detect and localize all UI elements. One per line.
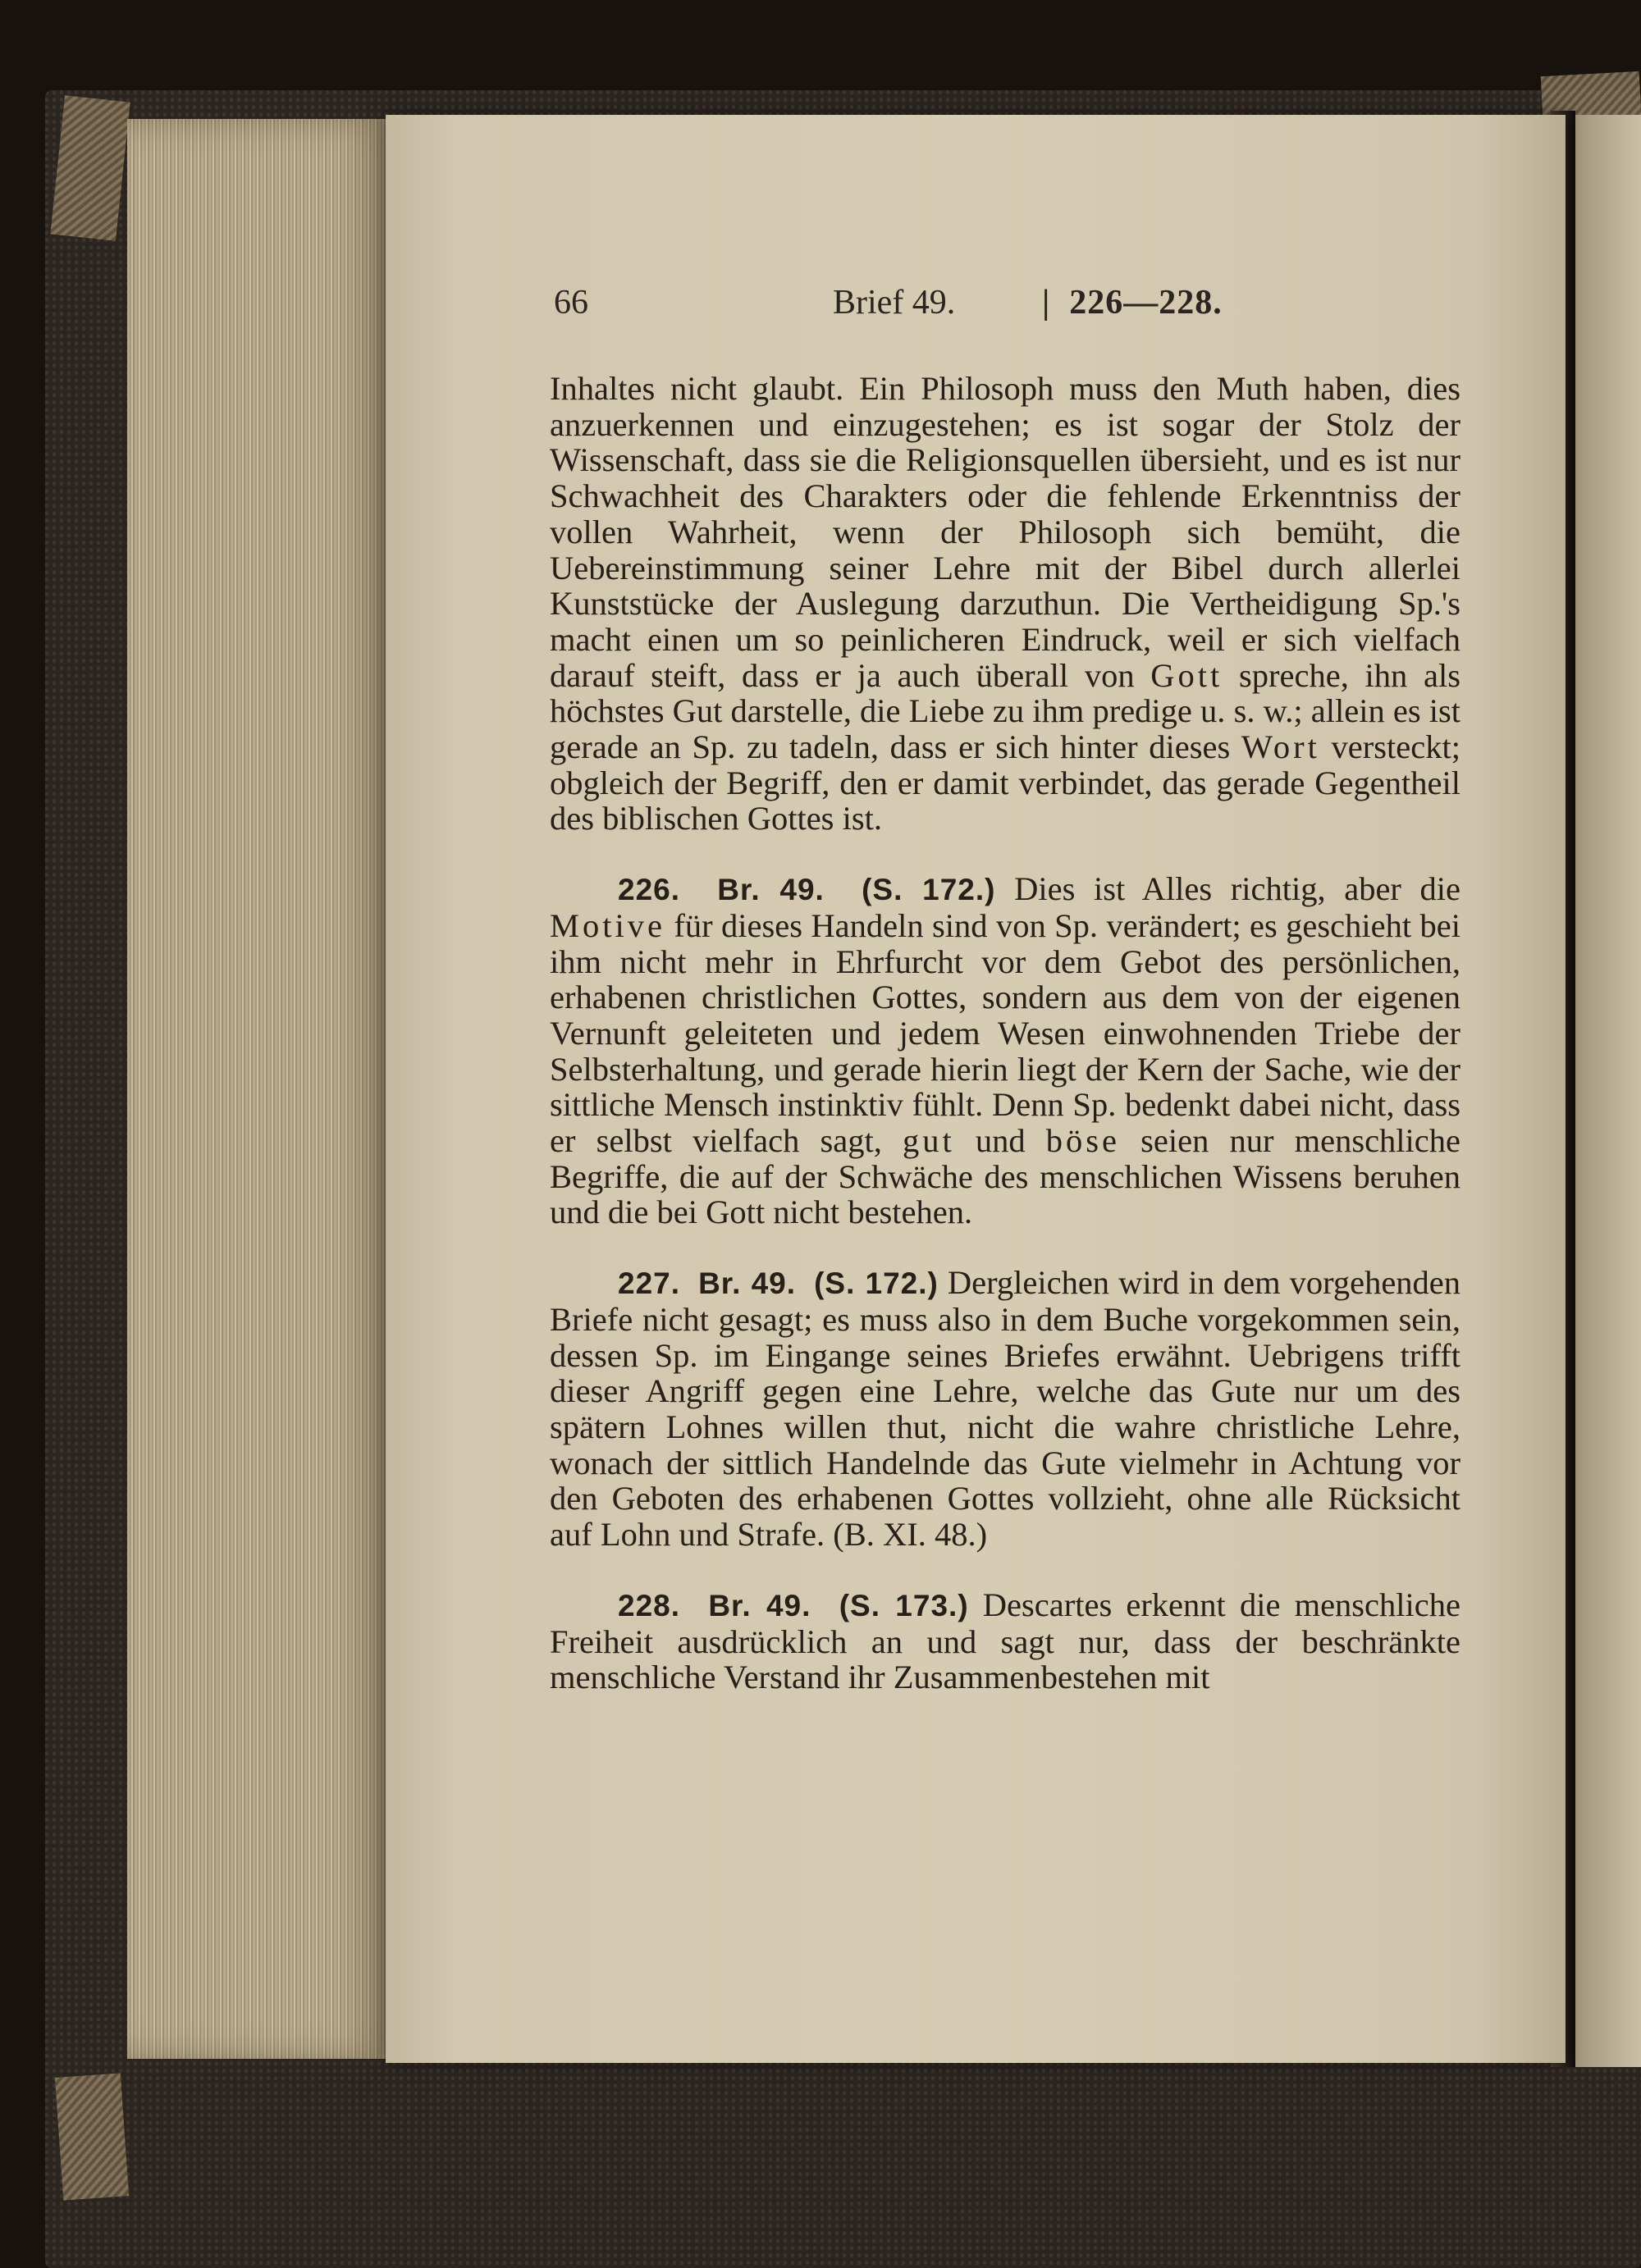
note-page-ref: (S. 172.) (814, 1266, 939, 1301)
note-letter-ref: Br. 49. (717, 873, 825, 907)
note-228 (550, 1587, 1460, 1695)
header-range-value: 226—228. (1069, 284, 1223, 322)
text-run: Dies ist Alles richtig, aber die (995, 870, 1461, 908)
spaced-emphasis: böse (1045, 1122, 1121, 1160)
note-number: 228. (618, 1588, 681, 1622)
text-run: Dergleichen wird in dem vorgehenden Briefe nicht gesagt; es muss also in dem Buche vorgekommen sein, dessen Sp. im Eingange seines Briefes erwähnt. Uebrigens trifft dieser Angriff gegen eine Lehre, welche das Gute nur um des spätern Lohnes willen thut, nicht die wahre christliche Lehre, wonach der sittlich Handelnde das Gute vielmehr in Achtung vor den Geboten des erhabenen Gottes vollzieht, ohne alle Rücksicht auf Lohn und Strafe. (B. XI. 48.) (550, 1264, 1461, 1554)
note-page-ref: (S. 172.) (862, 873, 996, 907)
text-run: Descartes erkennt die menschliche Freiheit ausdrücklich an und sagt nur, dass der beschränkte menschliche Verstand ihr Zusammenbestehen mit (550, 1586, 1460, 1696)
text-run: versteckt; obgleich der Begriff, den er damit verbindet, das gerade Gegentheil des biblischen Gottes ist. (550, 728, 1460, 837)
text-run: seien nur menschliche Begriffe, die auf der Schwäche des menschlichen Wissens beruhen und die bei Gott nicht bestehen. (550, 1122, 1461, 1231)
note-page-ref: (S. 173.) (839, 1588, 969, 1622)
spaced-emphasis: Wort (1241, 728, 1320, 766)
note-226 (550, 871, 1460, 1230)
text-run: und (954, 1122, 1046, 1160)
note-letter-ref: Br. 49. (708, 1588, 811, 1622)
note-letter-ref: Br. 49. (698, 1266, 797, 1301)
note-number: 226. (618, 873, 681, 907)
header-title: Brief 49. (833, 284, 956, 322)
spaced-emphasis: Gott (1150, 656, 1223, 694)
cover-corner-bottom-left (55, 2073, 129, 2200)
page-number: 66 (554, 284, 588, 322)
page-block-edges (127, 119, 390, 2059)
paragraph-intro (550, 371, 1460, 837)
running-header (554, 283, 1292, 332)
note-227 (550, 1265, 1460, 1553)
spaced-emphasis: Motive (550, 906, 665, 944)
facing-page-edge (1574, 115, 1641, 2067)
text-run: Inhaltes nicht glaubt. Ein Philosoph muss den Muth haben, dies anzuerkennen und einzugestehen; es ist sogar der Stolz der Wissenschaft, dass sie die Religionsquellen übersieht, und es ist nur Schwachheit des Charakters oder die fehlende Erkenntniss der vollen Wahrheit, wenn der Philosoph sich bemüht, die Uebereinstimmung seiner Lehre mit der Bibel durch allerlei Kunststücke der Auslegung darzuthun. Die Vertheidigung Sp.'s macht einen um so peinlicheren Eindruck, weil er sich vielfach darauf steift, dass er ja auch überall von (550, 370, 1460, 694)
note-number: 227. (618, 1266, 681, 1301)
header-separator: | (1042, 284, 1051, 322)
text-run: spreche, ihn als höchstes Gut darstelle, die Liebe zu ihm predige u. s. w.; allein es ist gerade an Sp. zu tadeln, dass er sich hinter dieses (550, 656, 1460, 766)
text-run: für dieses Handeln sind von Sp. verändert; es geschieht bei ihm nicht mehr in Ehrfurcht vor dem Gebot des persönlichen, erhabenen christlichen Gottes, sondern aus dem von der eigenen Vernunft geleiteten und jedem Wesen einwohnenden Triebe der Selbsterhaltung, und gerade hierin liegt der Kern der Sache, wie der sittliche Mensch instinktiv fühlt. Denn Sp. bedenkt dabei nicht, dass er selbst vielfach sagt, (550, 906, 1460, 1160)
spaced-emphasis: gut (903, 1122, 955, 1160)
body-text (550, 371, 1460, 1695)
header-range (1042, 283, 1223, 322)
